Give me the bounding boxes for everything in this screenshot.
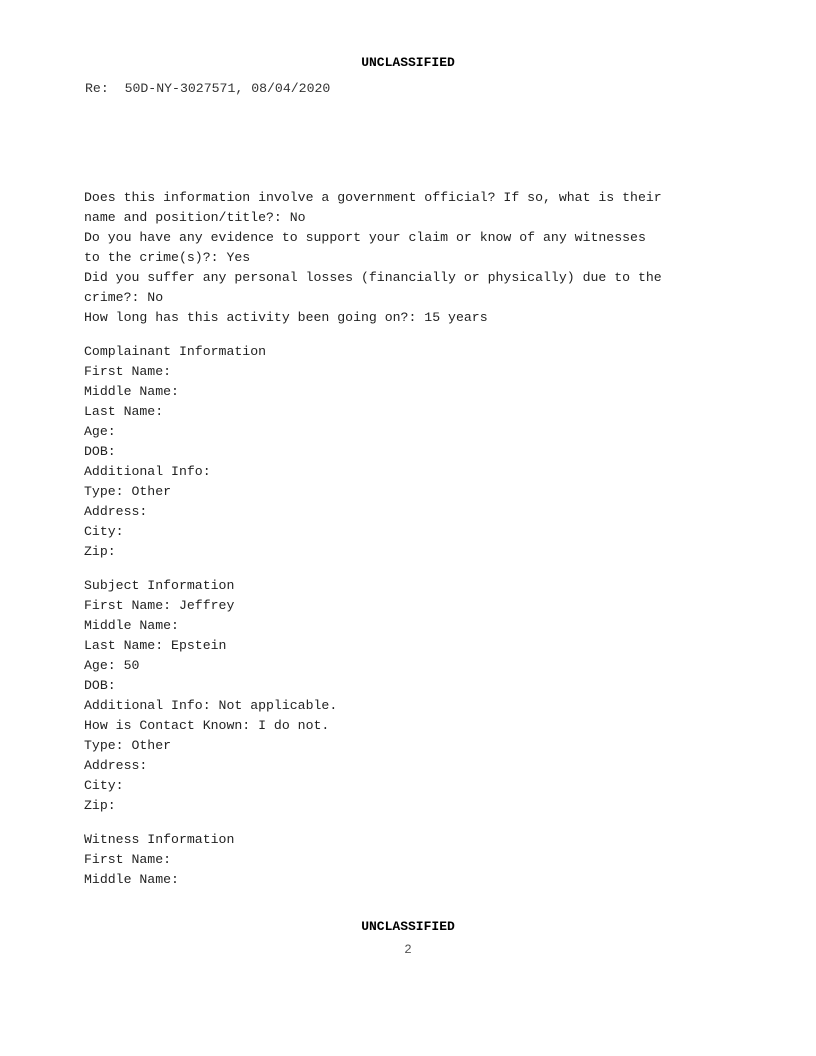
question-line: Does this information involve a government official? If so, what is their — [84, 190, 662, 205]
complainant-last-name: Last Name: — [84, 404, 164, 419]
complainant-type: Type: Other — [84, 484, 172, 499]
complainant-dob: DOB: — [84, 444, 116, 459]
subject-middle-name: Middle Name: — [84, 618, 179, 633]
section-gap — [84, 562, 734, 576]
subject-dob: DOB: — [84, 678, 116, 693]
question-line: Did you suffer any personal losses (financially or physically) due to the — [84, 270, 662, 285]
complainant-heading: Complainant Information — [84, 344, 267, 359]
complainant-section — [84, 342, 734, 562]
witness-section — [84, 830, 734, 890]
subject-address: Address: — [84, 758, 148, 773]
subject-additional-info: Additional Info: Not applicable. — [84, 698, 338, 713]
subject-section — [84, 576, 734, 816]
questions-section — [84, 188, 734, 328]
subject-last-name: Last Name: Epstein — [84, 638, 227, 653]
subject-first-name: First Name: Jeffrey — [84, 598, 235, 613]
complainant-first-name: First Name: — [84, 364, 172, 379]
subject-heading: Subject Information — [84, 578, 235, 593]
complainant-zip: Zip: — [84, 544, 116, 559]
complainant-city: City: — [84, 524, 124, 539]
bottom-classification-marking: UNCLASSIFIED — [361, 919, 455, 934]
subject-city: City: — [84, 778, 124, 793]
reference-line: Re: 50D-NY-3027571, 08/04/2020 — [85, 81, 331, 96]
question-line: name and position/title?: No — [84, 210, 306, 225]
subject-zip: Zip: — [84, 798, 116, 813]
page-number: 2 — [404, 943, 412, 957]
complainant-address: Address: — [84, 504, 148, 519]
complainant-additional-info: Additional Info: — [84, 464, 211, 479]
complainant-middle-name: Middle Name: — [84, 384, 179, 399]
section-gap — [84, 328, 734, 342]
question-line: crime?: No — [84, 290, 164, 305]
question-line: How long has this activity been going on?: 15 years — [84, 310, 488, 325]
subject-type: Type: Other — [84, 738, 172, 753]
witness-first-name: First Name: — [84, 852, 172, 867]
witness-heading: Witness Information — [84, 832, 235, 847]
subject-age: Age: 50 — [84, 658, 140, 673]
section-gap — [84, 816, 734, 830]
question-line: to the crime(s)?: Yes — [84, 250, 251, 265]
document-body — [84, 188, 734, 890]
witness-middle-name: Middle Name: — [84, 872, 179, 887]
question-line: Do you have any evidence to support your claim or know of any witnesses — [84, 230, 646, 245]
top-classification-marking: UNCLASSIFIED — [361, 55, 455, 70]
subject-contact-known: How is Contact Known: I do not. — [84, 718, 330, 733]
complainant-age: Age: — [84, 424, 116, 439]
